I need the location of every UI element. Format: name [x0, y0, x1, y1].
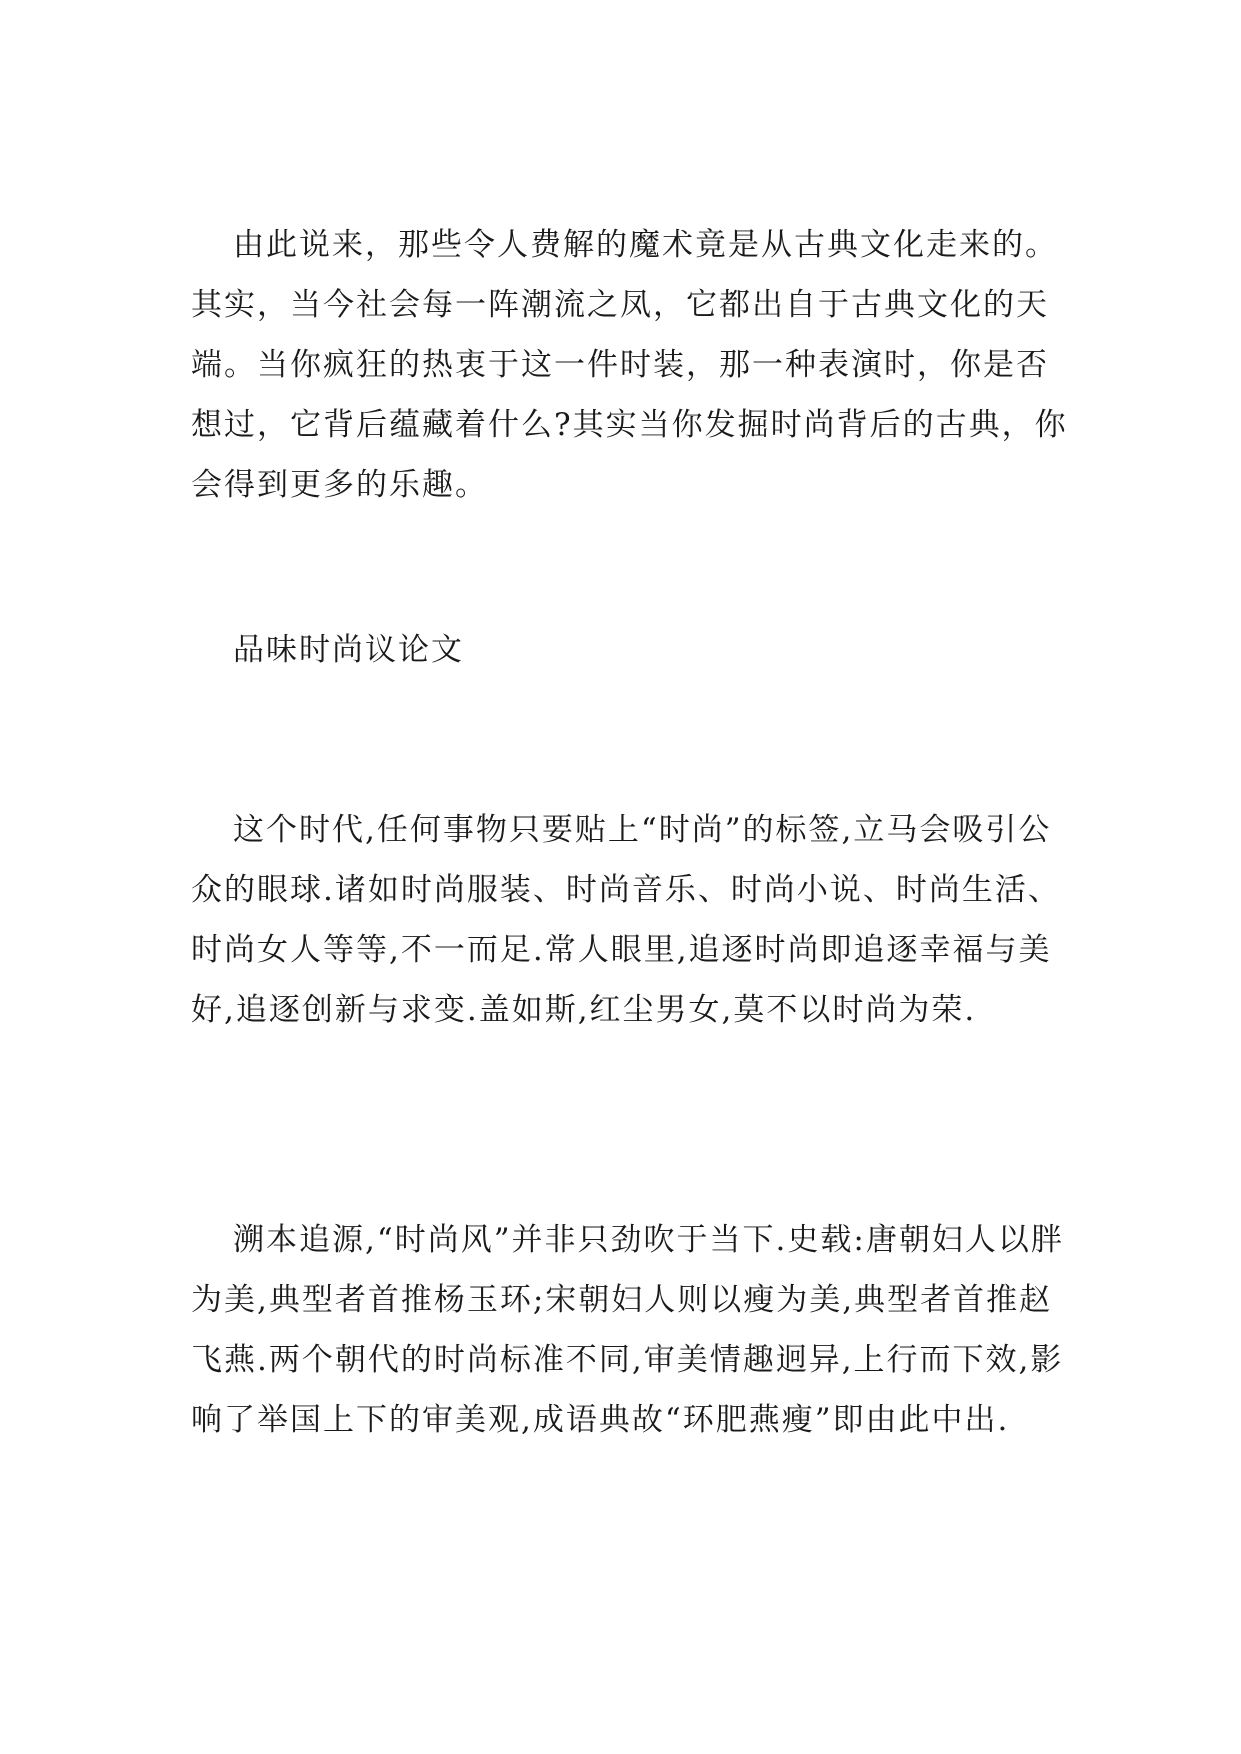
section-title: 品味时尚议论文 [233, 632, 464, 668]
body-paragraph: 溯本追源,“时尚风”并非只劲吹于当下.史载:唐朝妇人以胖为美,典型者首推杨玉环;宋朝妇人则以瘦为美,典型者首推赵飞燕.两个朝代的时尚标准不同,审美情趣迥异,上行而下效,影响了举国上下的审美观,成语典故“环肥燕瘦”即由此中出. [191, 1222, 1064, 1438]
body-paragraph: 这个时代,任何事物只要贴上“时尚”的标签,立马会吸引公众的眼球.诸如时尚服装、时尚音乐、时尚小说、时尚生活、时尚女人等等,不一而足.常人眼里,追逐时尚即追逐幸福与美好,追逐创新与求变.盖如斯,红尘男女,莫不以时尚为荣. [191, 812, 1061, 1028]
body-paragraph: 由此说来，那些令人费解的魔术竟是从古典文化走来的。其实，当今社会每一阵潮流之凤，它都出自于古典文化的天端。当你疯狂的热衷于这一件时装，那一种表演时，你是否想过，它背后蕴藏着什么?其实当你发掘时尚背后的古典，你会得到更多的乐趣。 [191, 227, 1068, 503]
